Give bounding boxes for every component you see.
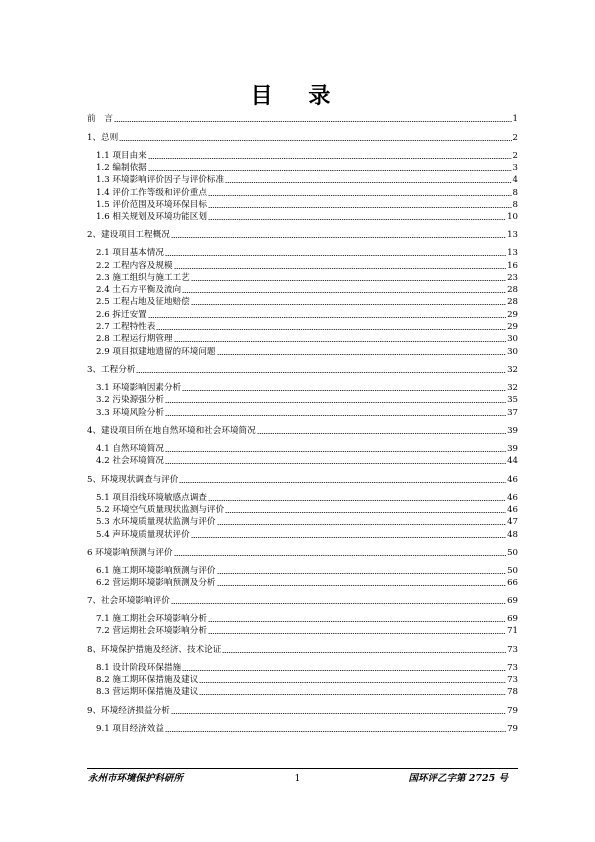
toc-section-entry[interactable] <box>96 492 518 504</box>
toc-entry-page-number: 69 <box>507 614 518 624</box>
toc-leader-dots <box>165 415 506 416</box>
toc-section-entry[interactable] <box>96 565 518 577</box>
toc-entry-page-number: 30 <box>507 347 518 357</box>
toc-entry-page-number: 29 <box>507 322 518 332</box>
toc-entry-page-number: 71 <box>507 626 518 636</box>
toc-chapter-entry[interactable] <box>87 425 518 437</box>
toc-chapter-entry[interactable] <box>87 229 518 241</box>
toc-section-entry[interactable] <box>96 296 518 308</box>
toc-entry-page-number: 78 <box>507 687 518 697</box>
toc-chapter-entry[interactable] <box>87 132 518 144</box>
toc-entry-title: 1.4 评价工作等级和评价重点 <box>96 188 207 198</box>
toc-entry-page-number: 66 <box>507 578 518 588</box>
toc-entry-title: 5.4 声环境质量现状评价 <box>96 530 190 540</box>
toc-section-entry[interactable] <box>96 686 518 698</box>
toc-leader-dots <box>148 170 512 171</box>
toc-leader-dots <box>257 433 506 434</box>
toc-leader-dots <box>217 585 507 586</box>
toc-section-entry[interactable] <box>96 174 518 186</box>
toc-chapter-entry[interactable] <box>87 474 518 486</box>
toc-section-entry[interactable] <box>96 346 518 358</box>
toc-entry-page-number: 29 <box>507 310 518 320</box>
toc-chapter-entry[interactable] <box>87 547 518 559</box>
toc-entry-title: 4.1 自然环境简况 <box>96 444 164 454</box>
toc-leader-dots <box>148 317 506 318</box>
toc-entry-page-number: 47 <box>507 517 518 527</box>
toc-entry-page-number: 32 <box>507 383 518 393</box>
toc-entry-title: 1.1 项目由来 <box>96 151 147 161</box>
toc-entry-page-number: 79 <box>507 724 518 734</box>
toc-section-entry[interactable] <box>96 613 518 625</box>
toc-entry-title: 2、建设项目工程概况 <box>87 230 170 240</box>
toc-entry-title: 1.3 环境影响评价因子与评价标准 <box>96 175 225 185</box>
toc-entry-title: 4、建设项目所在地自然环境和社会环境简况 <box>87 426 256 436</box>
toc-leader-dots <box>217 354 507 355</box>
toc-entry-title: 1、总则 <box>87 133 119 143</box>
toc-leader-dots <box>171 237 506 238</box>
toc-entry-page-number: 13 <box>507 248 518 258</box>
toc-leader-dots <box>199 694 506 695</box>
toc-section-entry[interactable] <box>96 455 518 467</box>
toc-entry-title: 5.3 水环境质量现状监测与评价 <box>96 517 216 527</box>
toc-section-entry[interactable] <box>96 272 518 284</box>
toc-entry-title: 5.1 项目沿线环境敏感点调查 <box>96 493 207 503</box>
toc-entry-title: 3、工程分析 <box>87 365 136 375</box>
toc-entry-title: 2.5 工程占地及征地赔偿 <box>96 297 190 307</box>
page-title: 目 录 <box>250 83 345 109</box>
toc-leader-dots <box>191 304 506 305</box>
toc-entry-page-number: 2 <box>512 151 518 161</box>
toc-entry-title: 2.7 工程特性表 <box>96 322 156 332</box>
toc-chapter-entry[interactable] <box>87 364 518 376</box>
toc-entry-title: 7.2 营运期社会环境影响分析 <box>96 626 207 636</box>
toc-section-entry[interactable] <box>96 321 518 333</box>
toc-section-entry[interactable] <box>96 211 518 223</box>
toc-entry-title: 2.3 施工组织与施工工艺 <box>96 273 190 283</box>
toc-entry-title: 9、环境经济损益分析 <box>87 706 170 716</box>
toc-section-entry[interactable] <box>96 394 518 406</box>
toc-section-entry[interactable] <box>96 662 518 674</box>
toc-leader-dots <box>182 292 506 293</box>
toc-entry-page-number: 23 <box>507 273 518 283</box>
toc-entry-page-number: 50 <box>507 548 518 558</box>
toc-entry-title: 2.1 项目基本情况 <box>96 248 164 258</box>
toc-section-entry[interactable] <box>96 333 518 345</box>
toc-leader-dots <box>217 573 507 574</box>
toc-entry-title: 7、社会环境影响评价 <box>87 596 170 606</box>
toc-section-entry[interactable] <box>96 187 518 199</box>
toc-section-entry[interactable] <box>96 674 518 686</box>
toc-entry-title: 2.2 工程内容及规模 <box>96 261 173 271</box>
toc-section-entry[interactable] <box>96 162 518 174</box>
toc-entry-page-number: 16 <box>507 261 518 271</box>
toc-entry-title: 3.2 污染源强分析 <box>96 395 164 405</box>
toc-leader-dots <box>191 537 506 538</box>
toc-section-entry[interactable] <box>96 625 518 637</box>
toc-entry-title: 5.2 环境空气质量现状监测与评价 <box>96 505 225 515</box>
toc-entry-title: 2.8 工程运行期管理 <box>96 334 173 344</box>
toc-entry-page-number: 10 <box>507 212 518 222</box>
toc-leader-dots <box>199 682 506 683</box>
toc-leader-dots <box>208 219 506 220</box>
toc-section-entry[interactable] <box>96 443 518 455</box>
toc-entry-title: 6.1 施工期环境影响预测与评价 <box>96 566 216 576</box>
toc-entry-page-number: 46 <box>507 493 518 503</box>
toc-entry-title: 2.6 拆迁安置 <box>96 310 147 320</box>
toc-entry-page-number: 2 <box>512 133 518 143</box>
toc-leader-dots <box>171 603 506 604</box>
toc-entry-title: 5、环境现状调查与评价 <box>87 475 179 485</box>
toc-entry-page-number: 1 <box>512 114 518 124</box>
toc-section-entry[interactable] <box>96 284 518 296</box>
toc-entry-title: 8、环境保护措施及经济、技术论证 <box>87 645 222 655</box>
toc-leader-dots <box>217 524 507 525</box>
toc-leader-dots <box>119 140 511 141</box>
toc-leader-dots <box>208 207 512 208</box>
toc-section-entry[interactable] <box>96 247 518 259</box>
toc-section-entry[interactable] <box>96 516 518 528</box>
toc-entry-page-number: 46 <box>507 475 518 485</box>
toc-entry-title: 8.3 营运期环保措施及建议 <box>96 687 199 697</box>
toc-entry-page-number: 8 <box>512 188 518 198</box>
toc-leader-dots <box>165 451 506 452</box>
toc-entry-page-number: 13 <box>507 230 518 240</box>
toc-chapter-entry[interactable] <box>87 705 518 717</box>
toc-entry-page-number: 69 <box>507 596 518 606</box>
toc-entry-page-number: 8 <box>512 200 518 210</box>
toc-entry-page-number: 79 <box>507 706 518 716</box>
toc-entry-title: 前 言 <box>87 114 113 124</box>
toc-section-entry[interactable] <box>96 150 518 162</box>
toc-entry-page-number: 28 <box>507 297 518 307</box>
toc-leader-dots <box>136 372 506 373</box>
toc-entry-page-number: 73 <box>507 645 518 655</box>
toc-entry-title: 1.6 相关规划及环境功能区划 <box>96 212 207 222</box>
toc-entry-page-number: 50 <box>507 566 518 576</box>
toc-entry-page-number: 35 <box>507 395 518 405</box>
toc-entry-page-number: 48 <box>507 530 518 540</box>
toc-chapter-entry[interactable] <box>87 644 518 656</box>
toc-leader-dots <box>174 268 507 269</box>
toc-leader-dots <box>222 652 506 653</box>
toc-leader-dots <box>191 280 506 281</box>
toc-leader-dots <box>208 633 506 634</box>
toc-entry-page-number: 32 <box>507 365 518 375</box>
toc-section-entry[interactable] <box>96 529 518 541</box>
toc-section-entry[interactable] <box>96 309 518 321</box>
toc-entry-page-number: 4 <box>512 175 518 185</box>
toc-leader-dots <box>225 182 511 183</box>
toc-entry-page-number: 73 <box>507 663 518 673</box>
toc-chapter-entry[interactable] <box>87 595 518 607</box>
toc-leader-dots <box>208 621 506 622</box>
toc-section-entry[interactable] <box>96 577 518 589</box>
toc-section-entry[interactable] <box>96 407 518 419</box>
toc-chapter-entry[interactable] <box>87 113 518 125</box>
toc-entry-title: 1.2 编制依据 <box>96 163 147 173</box>
toc-entry-title: 8.1 设计阶段环保措施 <box>96 663 182 673</box>
toc-section-entry[interactable] <box>96 260 518 272</box>
toc-entry-page-number: 39 <box>507 444 518 454</box>
toc-entry-page-number: 3 <box>512 163 518 173</box>
toc-leader-dots <box>182 670 506 671</box>
toc-leader-dots <box>182 390 506 391</box>
footer-certificate-number: 国环评乙字第 2725 号 <box>408 773 508 784</box>
toc-entry-page-number: 30 <box>507 334 518 344</box>
toc-leader-dots <box>171 713 506 714</box>
toc-entry-title: 4.2 社会环境简况 <box>96 456 164 466</box>
toc-entry-page-number: 46 <box>507 505 518 515</box>
toc-entry-title: 8.2 施工期环保措施及建议 <box>96 675 199 685</box>
toc-leader-dots <box>165 402 506 403</box>
toc-entry-title: 9.1 项目经济效益 <box>96 724 164 734</box>
toc-entry-title: 1.5 评价范围及环境环保目标 <box>96 200 207 210</box>
toc-entry-title: 6 环境影响预测与评价 <box>87 548 173 558</box>
toc-leader-dots <box>179 482 506 483</box>
toc-entry-page-number: 28 <box>507 285 518 295</box>
toc-section-entry[interactable] <box>96 504 518 516</box>
toc-leader-dots <box>156 329 506 330</box>
toc-entry-title: 7.1 施工期社会环境影响分析 <box>96 614 207 624</box>
toc-entry-page-number: 44 <box>507 456 518 466</box>
toc-leader-dots <box>114 121 512 122</box>
toc-leader-dots <box>165 463 506 464</box>
toc-leader-dots <box>165 731 506 732</box>
toc-entry-page-number: 37 <box>507 408 518 418</box>
footer-organization: 永州市环境保护科研所 <box>88 773 184 784</box>
toc-leader-dots <box>174 341 507 342</box>
toc-leader-dots <box>174 555 507 556</box>
toc-section-entry[interactable] <box>96 382 518 394</box>
toc-leader-dots <box>208 195 512 196</box>
toc-section-entry[interactable] <box>96 723 518 735</box>
toc-leader-dots <box>225 512 506 513</box>
toc-leader-dots <box>208 500 506 501</box>
toc-section-entry[interactable] <box>96 199 518 211</box>
toc-leader-dots <box>148 158 512 159</box>
toc-entry-title: 6.2 营运期环境影响预测及分析 <box>96 578 216 588</box>
toc-entry-title: 2.4 土石方平衡及流向 <box>96 285 182 295</box>
toc-entry-page-number: 39 <box>507 426 518 436</box>
toc-entry-title: 2.9 项目拟建地遗留的环境问题 <box>96 347 216 357</box>
footer-page-number: 1 <box>294 774 301 784</box>
toc-entry-title: 3.1 环境影响因素分析 <box>96 383 182 393</box>
toc-entry-page-number: 73 <box>507 675 518 685</box>
toc-entry-title: 3.3 环境风险分析 <box>96 408 164 418</box>
toc-leader-dots <box>165 255 506 256</box>
footer-divider <box>87 768 518 769</box>
